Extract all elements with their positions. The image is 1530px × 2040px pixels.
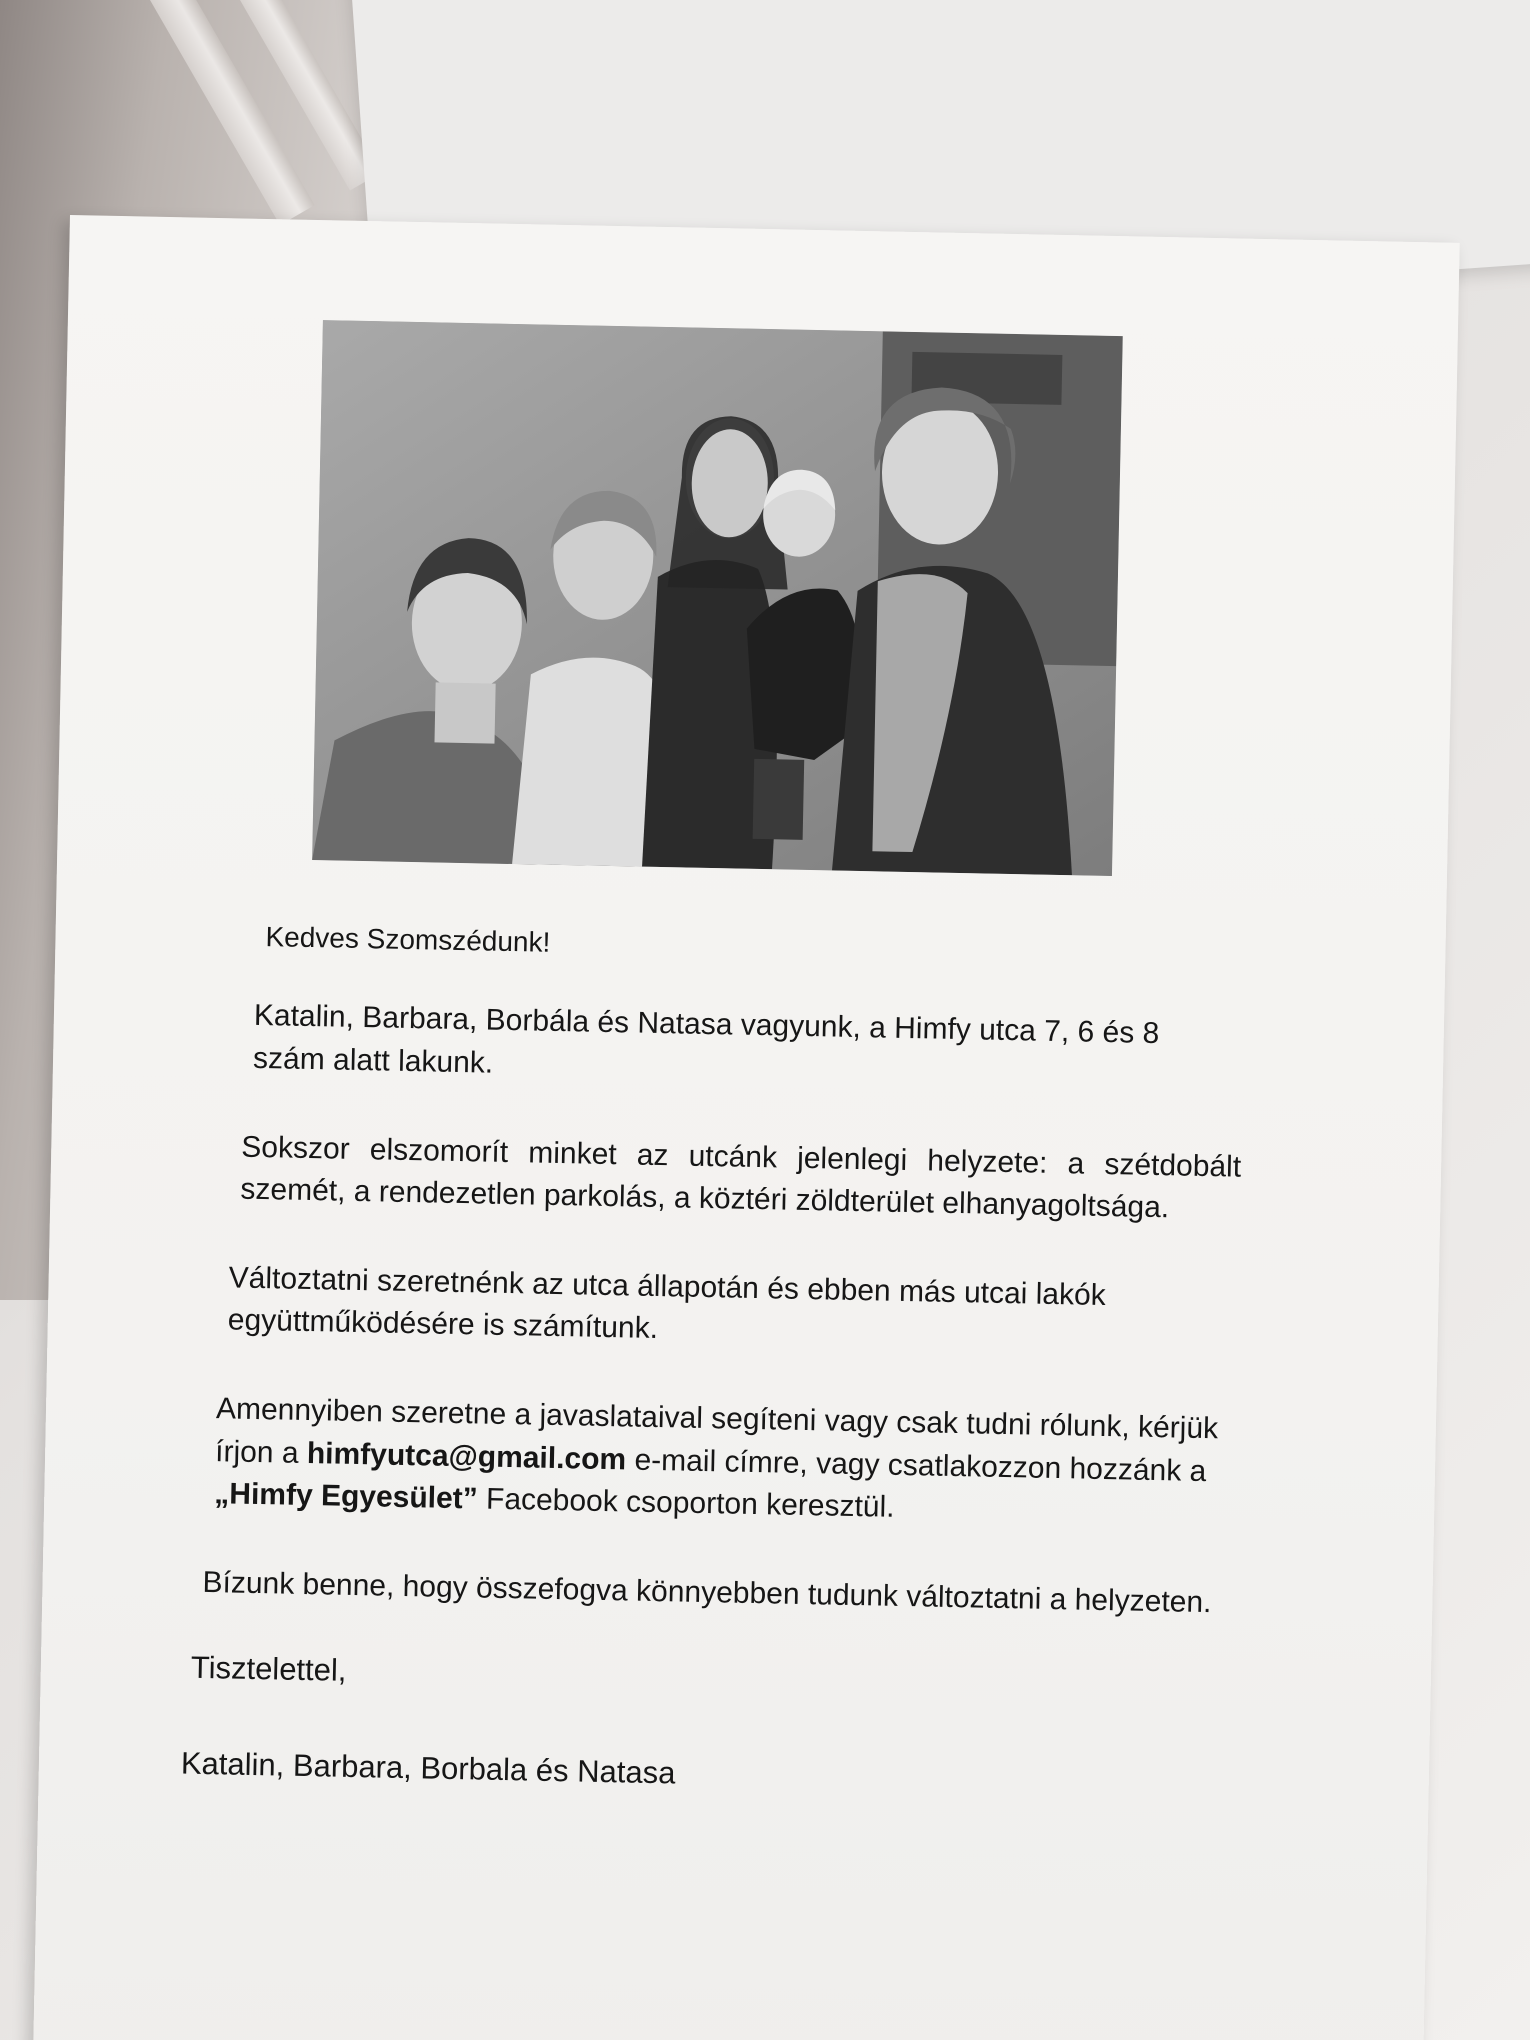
contact-text-2: e-mail címre, vagy csatlakozzon hozzánk a — [625, 1442, 1207, 1488]
paragraph-goal: Változtatni szeretnénk az utca állapotán és ebben más utcai lakók együttműködésére is számítunk. — [227, 1261, 1107, 1346]
letter-body — [180, 918, 1246, 1803]
paragraph-problems: Sokszor elszomorít minket az utcánk jelenlegi helyzete: a szétdobált szemét, a rendezetlen parkolás, a köztéri zöldterület elhanyagoltsága. — [240, 1130, 1242, 1225]
contact-text-3: Facebook csoporton keresztül. — [477, 1482, 895, 1524]
paragraph-introduction: Katalin, Barbara, Borbála és Natasa vagyunk, a Himfy utca 7, 6 és 8 szám alatt lakunk. — [252, 999, 1160, 1080]
signature: Katalin, Barbara, Borbala és Natasa — [180, 1745, 676, 1791]
greeting: Kedves Szomszédunk! — [265, 921, 551, 958]
paragraph-trust: Bízunk benne, hogy összefogva könnyebben tudunk változtatni a helyzeten. — [202, 1565, 1212, 1619]
contact-email: himfyutca@gmail.com — [306, 1436, 627, 1476]
closing: Tisztelettel, — [190, 1650, 347, 1689]
letter-sheet — [32, 215, 1460, 2040]
group-photo — [312, 320, 1123, 876]
facebook-group-name: „Himfy Egyesület” — [214, 1477, 479, 1516]
contact-text-1: Amennyiben szeretne a javaslataival segíteni vagy csak tudni rólunk, kérjük írjon a — [214, 1392, 1219, 1470]
paragraph-contact — [214, 1388, 1236, 1536]
